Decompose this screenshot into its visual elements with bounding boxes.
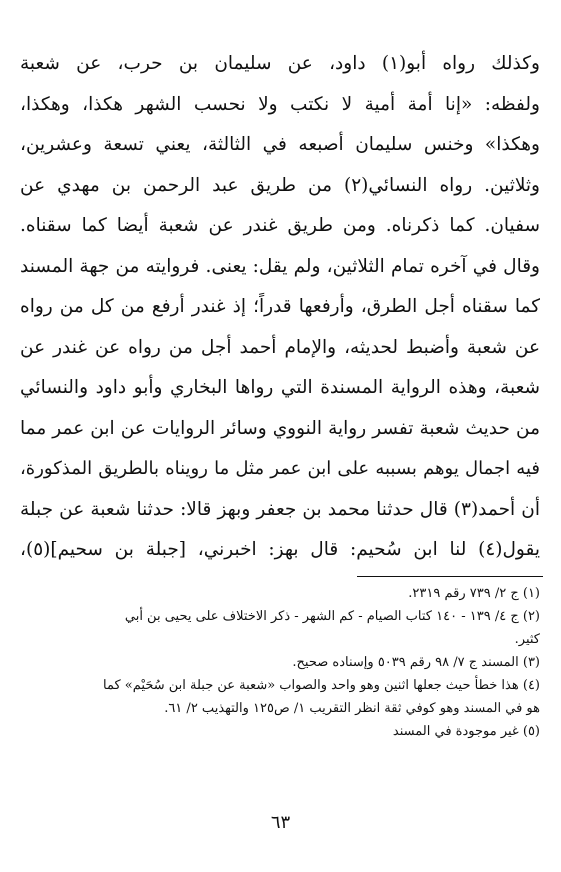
body-line-8: عن شعبة وأضبط لحديثه، والإمام أحمد أجل من رواه عن غندر عن xyxy=(20,336,540,358)
main-text-block xyxy=(20,44,540,571)
body-line-13: يقول(٤) لنا ابن سُحيم: قال بهز: اخبرني، [جبلة بن سحيم](٥)، xyxy=(20,539,540,560)
footnote-2: (٢) ج ٤/ ١٣٩ - ١٤٠ كتاب الصيام - كم الشهر - ذكر الاختلاف على يحيى بن أبي xyxy=(124,609,540,624)
footnote-4-continued: هو في المسند وهو كوفي ثقة انظر التقريب ١/ ص١٢٥ والتهذيب ٢/ ٦١. xyxy=(164,701,540,716)
body-line-9: شعبة، وهذه الرواية المسندة التي رواها البخاري وأبو داود والنسائي xyxy=(20,377,540,398)
footnote-5: (٥) غير موجودة في المسند xyxy=(392,724,540,739)
body-line-1: وكذلك رواه أبو(١) داود، عن سليمان بن حرب، عن شعبة xyxy=(20,53,540,74)
footnote-separator xyxy=(357,576,543,577)
footnote-2-continued: كثير. xyxy=(514,632,540,647)
body-line-2: ولفظه: «إنا أمة أمية لا نكتب ولا نحسب الشهر هكذا، وهكذا، xyxy=(20,93,540,115)
footnote-3: (٣) المسند ج ٧/ ٩٨ رقم ٥٠٣٩ وإسناده صحيح. xyxy=(292,655,540,670)
page-number: ٦٣ xyxy=(270,812,291,833)
body-line-7: كما سقناه أجل الطرق، وأرفعها قدراً؛ إذ غندر أرفع من كل من رواه xyxy=(20,296,540,317)
body-line-5: سفيان. كما ذكرناه. ومن طريق غندر عن شعبة أيضا كما سقناه. xyxy=(20,215,540,236)
body-line-10: من حديث شعبة تفسر رواية النووي وسائر الروايات عن ابن عمر مما xyxy=(20,417,540,439)
body-line-12: أن أحمد(٣) قال حدثنا محمد بن جعفر وبهز قالا: حدثنا شعبة عن جبلة xyxy=(20,498,540,520)
footnotes-block xyxy=(20,582,540,743)
footnote-4: (٤) هذا خطأ حيث جعلها اثنين وهو واحد والصواب «شعبة عن جبلة ابن سُحَيْم» كما xyxy=(103,678,540,693)
body-line-11: فيه اجمال يوهم بسببه على ابن عمر مثل ما رويناه بالطريق المذكورة، xyxy=(20,458,540,479)
body-line-3: وهكذا» وخنس سليمان أصبعه في الثالثة، يعني تسعة وعشرين، xyxy=(20,134,540,155)
body-line-4: وثلاثين. رواه النسائي(٢) من طريق عبد الرحمن بن مهدي عن xyxy=(20,174,540,196)
footnote-1: (١) ج ٢/ ٧٣٩ رقم ٢٣١٩. xyxy=(408,586,540,601)
body-line-6: وقال في آخره تمام الثلاثين، ولم يقل: يعنى. فروايته من جهة المسند xyxy=(20,255,540,277)
